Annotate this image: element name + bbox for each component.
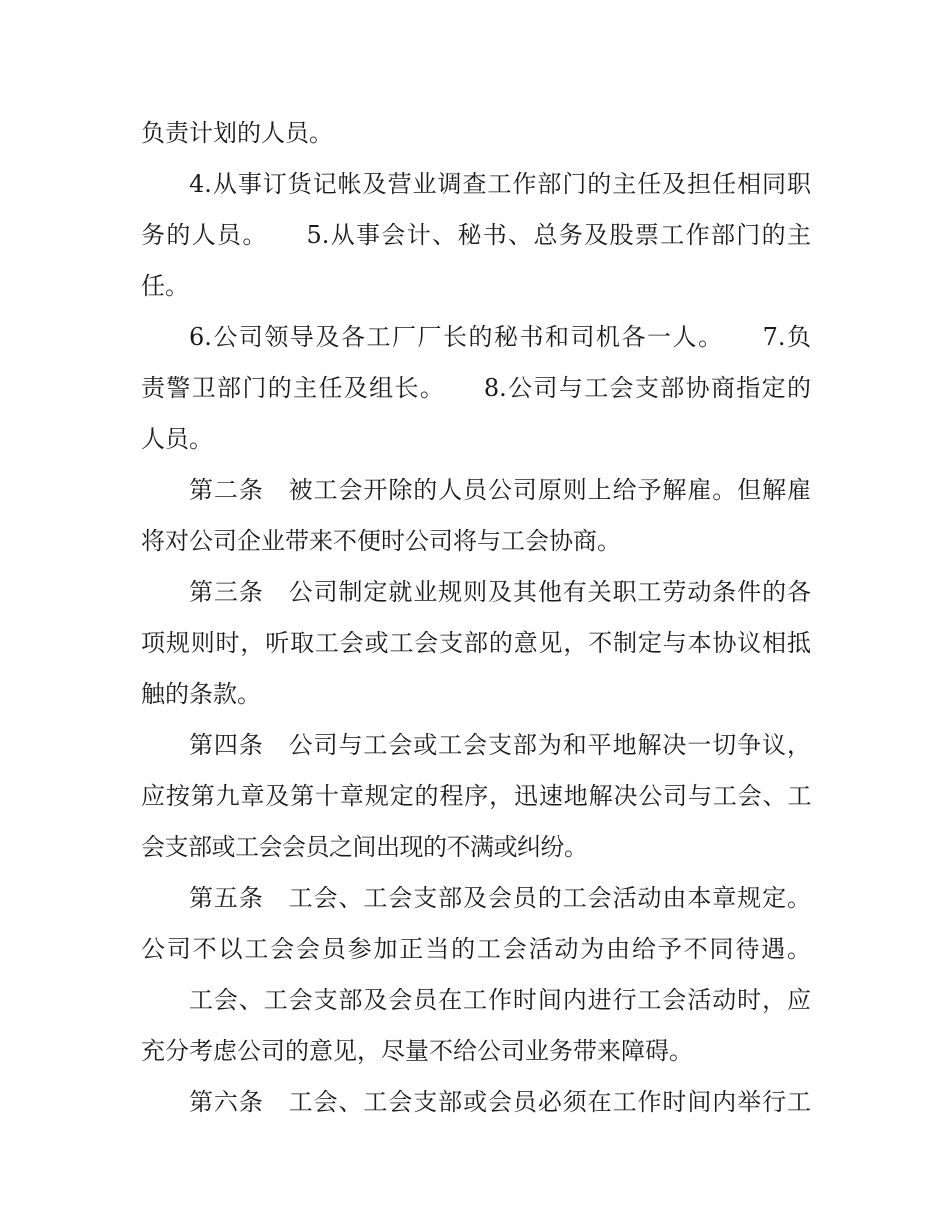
text-line-7: 人员。 [141,425,213,453]
text-line-5: 6.公司领导及各工厂厂长的秘书和司机各一人。 7.负 [189,323,811,351]
text-line-6: 责警卫部门的主任及组长。 8.公司与工会支部协商指定的 [141,374,811,402]
text-line-16: 第五条 工会、工会支部及会员的工会活动由本章规定。 [189,884,811,912]
text-line-8: 第二条 被工会开除的人员公司原则上给予解雇。但解雇 [189,476,811,504]
text-line-9: 将对公司企业带来不便时公司将与工会协商。 [141,527,621,555]
text-line-14: 应按第九章及第十章规定的程序，迅速地解决公司与工会、工 [141,782,811,810]
text-line-3: 务的人员。 5.从事会计、秘书、总务及股票工作部门的主 [141,221,811,249]
text-line-17: 公司不以工会会员参加正当的工会活动为由给予不同待遇。 [141,935,811,963]
text-line-10: 第三条 公司制定就业规则及其他有关职工劳动条件的各 [189,578,811,606]
text-line-18: 工会、工会支部及会员在工作时间内进行工会活动时，应 [189,986,811,1014]
text-line-1: 负责计划的人员。 [141,119,333,147]
text-line-13: 第四条 公司与工会或工会支部为和平地解决一切争议， [189,731,811,759]
document-page [141,108,811,1128]
text-line-15: 会支部或工会会员之间出现的不满或纠纷。 [141,833,588,861]
text-line-12: 触的条款。 [141,680,261,708]
text-line-4: 任。 [141,272,189,300]
text-line-19: 充分考虑公司的意见，尽量不给公司业务带来障碍。 [141,1037,693,1065]
text-line-2: 4.从事订货记帐及营业调查工作部门的主任及担任相同职 [189,170,811,198]
text-line-11: 项规则时，听取工会或工会支部的意见，不制定与本协议相抵 [141,629,811,657]
text-line-20: 第六条 工会、工会支部或会员必须在工作时间内举行工 [189,1088,811,1116]
